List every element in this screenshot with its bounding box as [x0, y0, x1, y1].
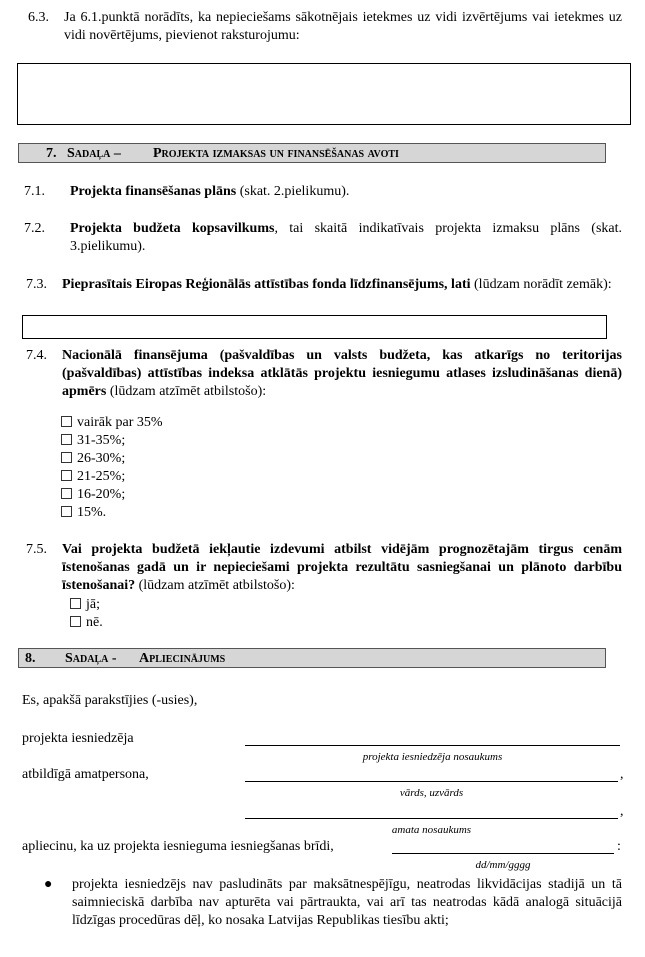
option-label: 21-25%; [77, 469, 126, 484]
punctuation: , [620, 767, 624, 782]
section-7-label: Sadaļa – [67, 146, 121, 161]
applicant-name-line[interactable] [245, 745, 620, 746]
punctuation: : [617, 839, 621, 854]
erdf-amount-field[interactable] [22, 315, 607, 339]
option-16-20[interactable] [61, 486, 125, 504]
item-note: (lūdzam atzīmēt atbilstošo): [106, 384, 267, 399]
item-heading: Projekta budžeta kopsavilkums [70, 221, 275, 236]
declaration-bullet: projekta iesniedzējs nav pasludināts par maksātnespējīgu, neatrodas likvidācijas stadijā un tā saimnieciskā darbība nav apturēta vai pārtraukta, vai arī tas neatrodas kādā analogā situācijā līdzīgas procedūras dēļ, ko nosaka Latvijas Republikas tiesību akti; [72, 877, 622, 928]
checkbox-icon[interactable] [61, 452, 72, 463]
checkbox-icon[interactable] [61, 434, 72, 445]
date-caption: dd/mm/gggg [475, 859, 531, 871]
item-note: (skat. 2.pielikumu). [236, 184, 350, 199]
item-heading: Nacionālā finansējuma (pašvaldības un valsts budžeta, kas atkarīgs no teritorijas (pašvaldības) attīstības indeksa atklātās projektu iesniegumu atlases izsludināšanas dienā) apmērs [62, 348, 622, 399]
option-label: 16-20%; [77, 487, 126, 502]
item-number: 7.4. [26, 348, 47, 363]
option-label: 15%. [77, 505, 107, 520]
section-7-number: 7. [46, 146, 57, 161]
section-7-header [18, 143, 606, 163]
section-7-3-text [62, 276, 622, 294]
confirm-label: apliecinu, ka uz projekta iesnieguma iesniegšanas brīdi, [22, 839, 334, 854]
section-7-2-text [70, 220, 622, 256]
section-8-header [18, 648, 606, 668]
item-note: (lūdzam atzīmēt atbilstošo): [135, 578, 295, 593]
bullet-icon: ● [44, 877, 53, 892]
section-7-4-text [62, 347, 622, 401]
option-label: 26-30%; [77, 451, 126, 466]
section-8-number: 8. [25, 651, 36, 666]
option-label: nē. [86, 615, 103, 630]
option-label: jā; [86, 597, 100, 612]
option-label: 31-35%; [77, 433, 126, 448]
item-note: (lūdzam norādīt zemāk): [470, 277, 612, 292]
checkbox-icon[interactable] [61, 488, 72, 499]
checkbox-icon[interactable] [70, 616, 81, 627]
item-note: , tai skaitā indikatīvais projekta izmaksu plāns (skat. 3.pielikumu). [70, 221, 622, 254]
item-number: 7.3. [26, 277, 47, 292]
section-7-5-text [62, 541, 622, 595]
item-heading: Pieprasītais Eiropas Reģionālās attīstības fonda līdzfinansējums, lati [62, 277, 471, 292]
punctuation: , [620, 804, 624, 819]
checkbox-icon[interactable] [70, 598, 81, 609]
checkbox-icon[interactable] [61, 470, 72, 481]
section-7-title: Projekta izmaksas un finansēšanas avoti [153, 146, 399, 161]
option-label: vairāk par 35% [77, 415, 163, 430]
impact-description-field[interactable] [17, 63, 631, 125]
section-8-label: Sadaļa - [65, 651, 117, 666]
section-6-3-text: Ja 6.1.punktā norādīts, ka nepieciešams sākotnējais ietekmes uz vidi izvērtējums vai ietekmes uz vidi novērtējums, pievienot raksturojumu: [64, 10, 622, 43]
item-number: 7.2. [24, 221, 45, 236]
checkbox-icon[interactable] [61, 506, 72, 517]
official-caption: vārds, uzvārds [399, 787, 464, 799]
option-no[interactable] [70, 614, 103, 632]
section-7-1-text [70, 183, 620, 201]
declaration-intro: Es, apakšā parakstījies (-usies), [22, 693, 198, 708]
official-label: atbildīgā amatpersona, [22, 767, 149, 782]
official-name-line[interactable] [245, 781, 618, 782]
option-26-30[interactable] [61, 450, 125, 468]
applicant-caption: projekta iesniedzēja nosaukums [362, 751, 503, 763]
section-8-title: Apliecinājums [139, 651, 226, 666]
position-line[interactable] [245, 818, 618, 819]
item-heading: Vai projekta budžetā iekļautie izdevumi atbilst vidējām prognozētajām tirgus cenām īstenošanas gadā un ir nepieciešami projekta rezultātu sasniegšanai un plānoto darbību īstenošanai? [62, 542, 622, 593]
option-15[interactable] [61, 504, 106, 522]
option-21-25[interactable] [61, 468, 125, 486]
item-heading: Projekta finansēšanas plāns [70, 184, 237, 199]
option-31-35[interactable] [61, 432, 125, 450]
item-number: 7.5. [26, 542, 47, 557]
checkbox-icon[interactable] [61, 416, 72, 427]
applicant-label: projekta iesniedzēja [22, 731, 134, 746]
option-yes[interactable] [70, 596, 100, 614]
item-number: 6.3. [28, 10, 49, 25]
position-caption: amata nosaukums [391, 824, 472, 836]
item-number: 7.1. [24, 184, 45, 199]
date-line[interactable] [392, 853, 614, 854]
option-over-35[interactable] [61, 414, 163, 432]
